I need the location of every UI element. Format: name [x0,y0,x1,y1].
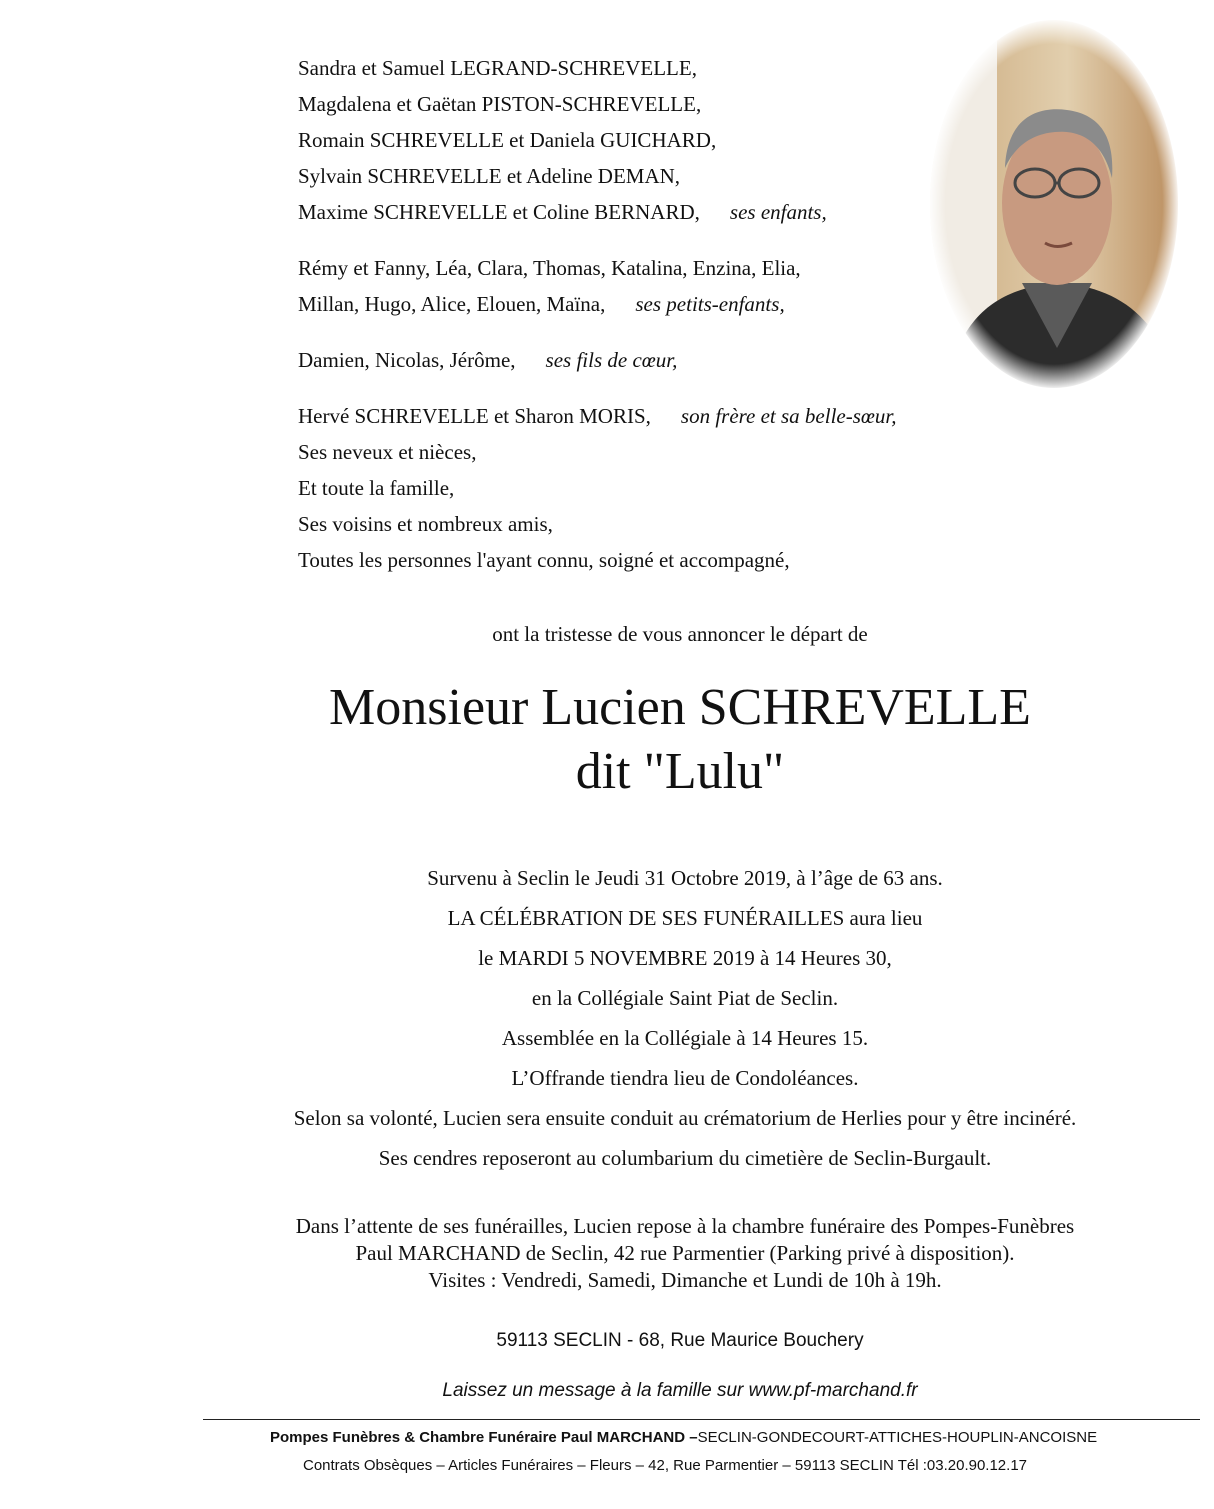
family-line [298,158,998,194]
funeral-details [0,858,1214,1178]
footer-divider [203,1419,1200,1420]
family-line [298,286,998,322]
footer-locations: SECLIN-GONDECOURT-ATTICHES-HOUPLIN-ANCOISNE [697,1429,1098,1446]
family-names: Sandra et Samuel LEGRAND-SCHREVELLE, [298,56,697,80]
family-line [298,398,998,434]
family-group-others [298,398,998,578]
family-line [298,122,998,158]
relation-label: ses petits-enfants, [635,292,785,316]
detail-line: en la Collégiale Saint Piat de Seclin. [531,986,839,1010]
family-names: Maxime SCHREVELLE et Coline BERNARD, [298,200,700,224]
detail-line: Survenu à Seclin le Jeudi 31 Octobre 2019, à l’âge de 63 ans. [427,866,943,890]
family-names: Magdalena et Gaëtan PISTON-SCHREVELLE, [298,92,702,116]
detail-line: L’Offrande tiendra lieu de Condoléances. [511,1066,859,1090]
repose-line: Paul MARCHAND de Seclin, 42 rue Parmentier (Parking privé à disposition). [355,1241,1015,1265]
family-names: Romain SCHREVELLE et Daniela GUICHARD, [298,128,717,152]
deceased-name: Monsieur Lucien SCHREVELLE [329,679,1031,736]
family-line [298,542,998,578]
intro-text: ont la tristesse de vous annoncer le départ de [492,622,868,646]
portrait-photo-icon [927,18,1182,390]
deceased-nickname: dit "Lulu" [575,743,785,800]
family-line [298,434,998,470]
funeral-home-address: 59113 SECLIN - 68, Rue Maurice Bouchery [496,1330,864,1351]
detail-line: Ses cendres reposeront au columbarium du cimetière de Seclin-Burgault. [378,1146,992,1170]
family-line [298,470,998,506]
family-names: Ses neveux et nièces, [298,440,477,464]
footer-services-line: Contrats Obsèques – Articles Funéraires – Fleurs – 42, Rue Parmentier – 59113 SECLIN Tél :03.20.90.12.17 [303,1457,1028,1474]
detail-line: LA CÉLÉBRATION DE SES FUNÉRAILLES aura lieu [447,906,923,930]
footer-company-name: Pompes Funèbres & Chambre Funéraire Paul MARCHAND – [270,1429,698,1446]
family-line [298,86,998,122]
family-line [298,250,998,286]
announcement-intro [0,622,1214,647]
family-names: Damien, Nicolas, Jérôme, [298,348,516,372]
family-group-children [298,50,998,230]
family-group-sons-of-heart [298,342,998,378]
footer-company-line [270,1429,1170,1446]
web-message: Laissez un message à la famille sur www.pf-marchand.fr [442,1380,918,1401]
family-line [298,50,998,86]
family-names: Sylvain SCHREVELLE et Adeline DEMAN, [298,164,681,188]
family-group-grandchildren [298,250,998,322]
relation-label: ses enfants, [729,200,827,224]
family-line [298,194,998,230]
deceased-name-block [0,676,1214,804]
repose-info [0,1213,1214,1294]
repose-line: Visites : Vendredi, Samedi, Dimanche et Lundi de 10h à 19h. [428,1268,942,1292]
family-names: Ses voisins et nombreux amis, [298,512,553,536]
detail-line: le MARDI 5 NOVEMBRE 2019 à 14 Heures 30, [478,946,892,970]
family-line [298,506,998,542]
detail-line: Assemblée en la Collégiale à 14 Heures 15. [501,1026,869,1050]
relation-label: ses fils de cœur, [545,348,678,372]
family-line [298,342,998,378]
family-names: Toutes les personnes l'ayant connu, soigné et accompagné, [298,548,790,572]
relation-label: son frère et sa belle-sœur, [680,404,897,428]
family-names: Millan, Hugo, Alice, Elouen, Maïna, [298,292,606,316]
family-names: Et toute la famille, [298,476,455,500]
family-names: Rémy et Fanny, Léa, Clara, Thomas, Katalina, Enzina, Elia, [298,256,801,280]
repose-line: Dans l’attente de ses funérailles, Lucien repose à la chambre funéraire des Pompes-Funèbres [295,1214,1075,1238]
family-names: Hervé SCHREVELLE et Sharon MORIS, [298,404,651,428]
detail-line: Selon sa volonté, Lucien sera ensuite conduit au crématorium de Herlies pour y être incinéré. [293,1106,1077,1130]
family-list [298,50,998,598]
